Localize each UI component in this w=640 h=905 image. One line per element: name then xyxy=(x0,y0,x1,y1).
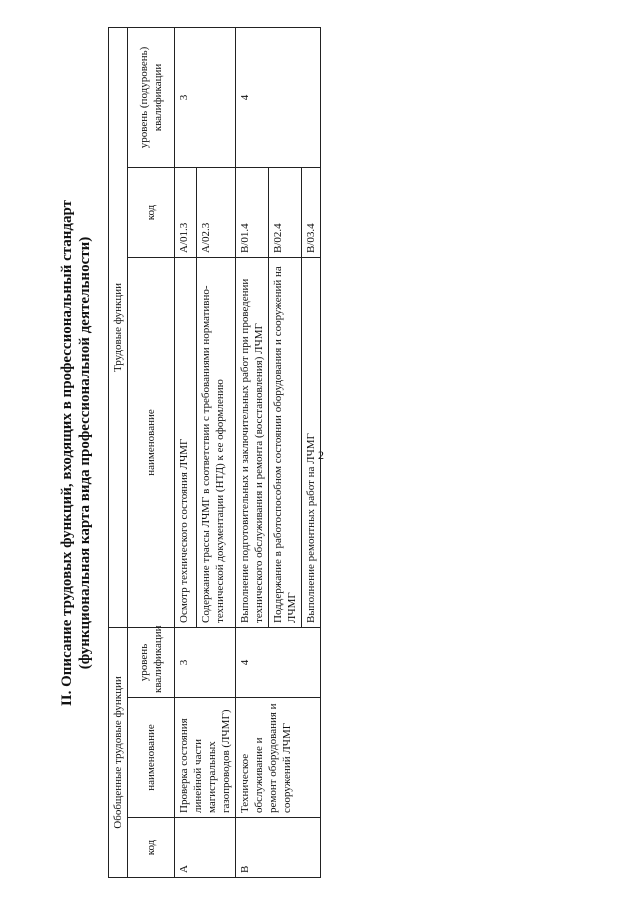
header-row-groups xyxy=(109,27,128,877)
tf-code: В/01.4 xyxy=(236,167,269,257)
gtf-code: В xyxy=(236,818,321,878)
tf-name: Осмотр технического состояния ЛЧМГ xyxy=(175,257,197,627)
functional-map-table xyxy=(108,27,321,878)
table-row xyxy=(236,27,269,877)
gtf-code: А xyxy=(175,818,236,878)
tf-code: В/03.4 xyxy=(302,167,321,257)
tf-name: Поддержание в работоспособном состоянии оборудования и сооружений на ЛЧМГ xyxy=(269,257,302,627)
tf-name: Содержание трассы ЛЧМГ в соответствии с требованиями нормативно-технической документации (НТД) к ее оформлению xyxy=(197,257,236,627)
header-generalized: Обобщенные трудовые функции xyxy=(109,627,128,877)
tf-sublevel: 4 xyxy=(236,27,321,167)
gtf-level: 4 xyxy=(236,627,321,697)
tf-name: Выполнение ремонтных работ на ЛЧМГ xyxy=(302,257,321,627)
rotated-page-content xyxy=(58,28,638,878)
tf-name: Выполнение подготовительных и заключительных работ при проведении технического обслуживания и ремонта (восстановления) ЛЧМГ xyxy=(236,257,269,627)
page-number: 2 xyxy=(318,448,324,462)
gtf-name: Проверка состояния линейной части магистральных газопроводов (ЛЧМГ) xyxy=(175,698,236,818)
table-row xyxy=(175,27,197,877)
header-row-columns xyxy=(128,27,175,877)
header-labor: Трудовые функции xyxy=(109,27,128,627)
tf-code: А/01.3 xyxy=(175,167,197,257)
header-function-code: код xyxy=(128,167,175,257)
header-sublevel: уровень (подуровень) квалификации xyxy=(128,27,175,167)
header-code: код xyxy=(128,818,175,878)
tf-code: В/02.4 xyxy=(269,167,302,257)
tf-sublevel: 3 xyxy=(175,27,236,167)
heading-line-2: (функциональная карта вида профессиональной деятельности) xyxy=(77,236,93,670)
gtf-level: 3 xyxy=(175,627,236,697)
tf-code: А/02.3 xyxy=(197,167,236,257)
header-level: уровень квалификации xyxy=(128,627,175,697)
section-heading xyxy=(58,28,94,878)
header-name: наименование xyxy=(128,698,175,818)
gtf-name: Техническое обслуживание и ремонт оборудования и сооружений ЛЧМГ xyxy=(236,698,321,818)
heading-line-1: II. Описание трудовых функций, входящих в профессиональный стандарт xyxy=(59,199,75,707)
header-function-name: наименование xyxy=(128,257,175,627)
